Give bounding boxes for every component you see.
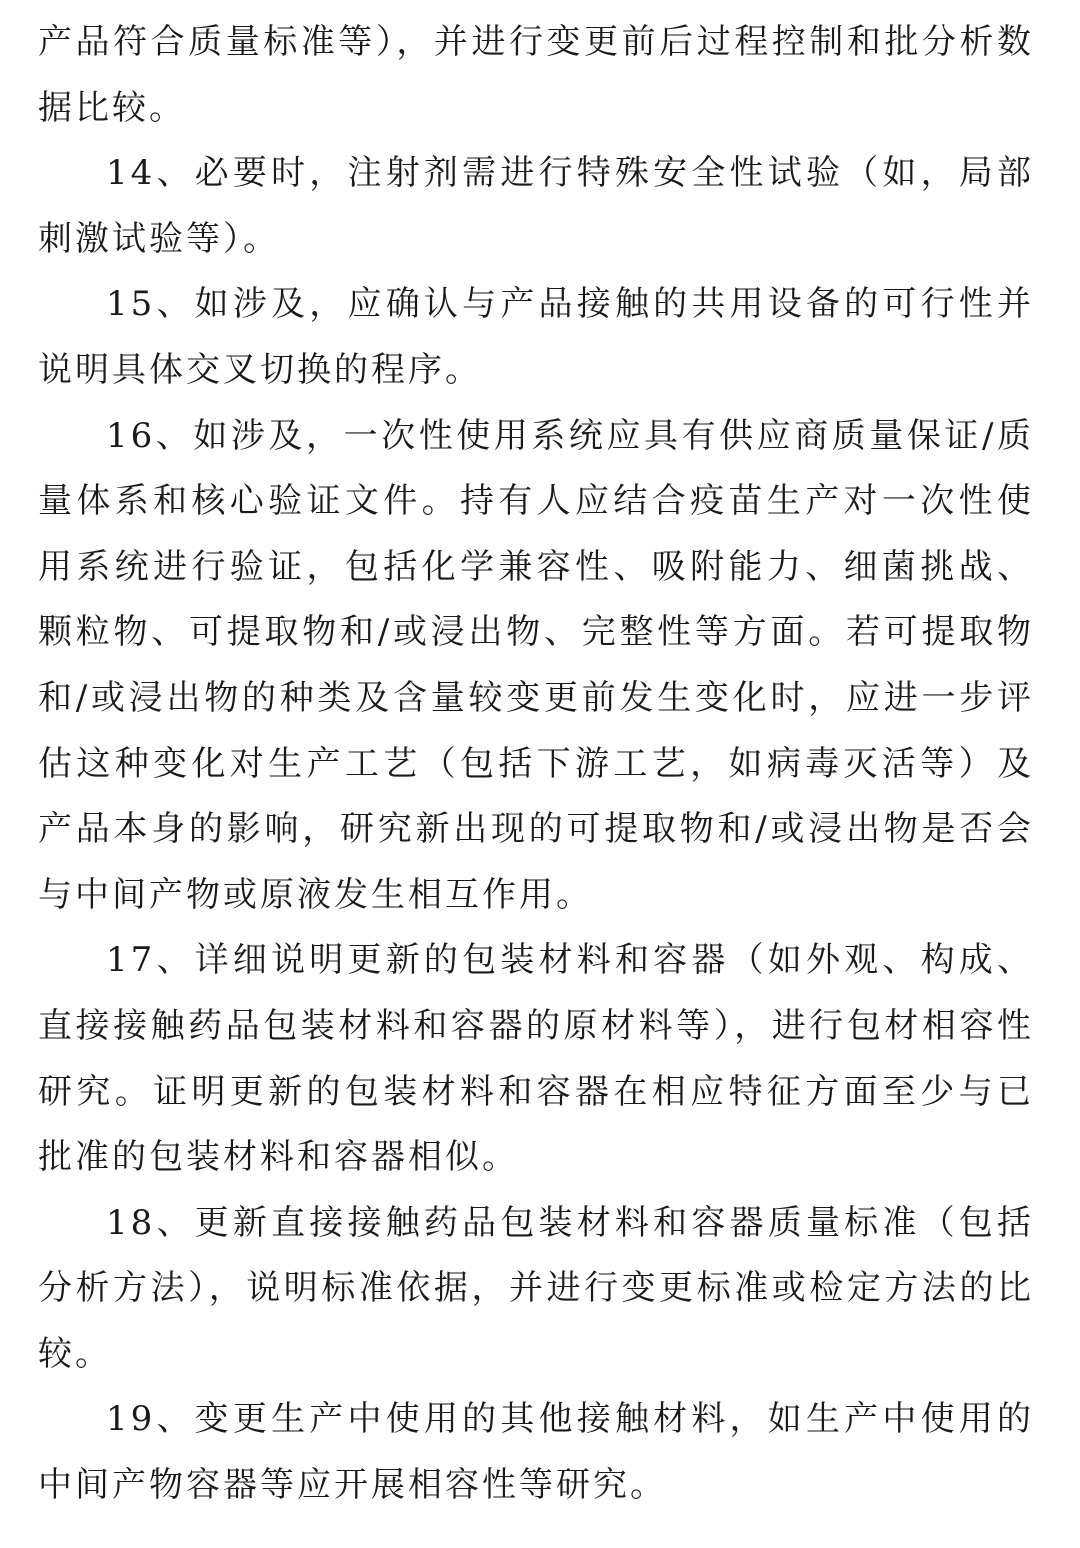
- paragraph-item-18: 18、更新直接接触药品包装材料和容器质量标准（包括分析方法），说明标准依据，并进行变更标准或检定方法的比较。: [38, 1202, 1034, 1374]
- paragraph-item-14: 14、必要时，注射剂需进行特殊安全性试验（如，局部刺激试验等）。: [38, 153, 1034, 259]
- paragraph-item-16: 16、如涉及，一次性使用系统应具有供应商质量保证/质量体系和核心验证文件。持有人应结合疫苗生产对一次性使用系统进行验证，包括化学兼容性、吸附能力、细菌挑战、颗粒物、可提取物和/或浸出物、完整性等方面。若可提取物和/或浸出物的种类及含量较变更前发生变化时，应进一步评估这种变化对生产工艺（包括下游工艺，如病毒灭活等）及产品本身的影响，研究新出现的可提取物和/或浸出物是否会与中间产物或原液发生相互作用。: [38, 415, 1034, 915]
- paragraph-item-19: 19、变更生产中使用的其他接触材料，如生产中使用的中间产物容器等应开展相容性等研究。: [38, 1399, 1034, 1506]
- paragraph-item-15: 15、如涉及，应确认与产品接触的共用设备的可行性并说明具体交叉切换的程序。: [38, 284, 1034, 390]
- paragraph-item-17: 17、详细说明更新的包装材料和容器（如外观、构成、直接接触药品包装材料和容器的原材料等），进行包材相容性研究。证明更新的包装材料和容器在相应特征方面至少与已批准的包装材料和容器相似。: [38, 940, 1034, 1178]
- paragraph-continuation: 产品符合质量标准等），并进行变更前后过程控制和批分析数据比较。: [38, 22, 1034, 128]
